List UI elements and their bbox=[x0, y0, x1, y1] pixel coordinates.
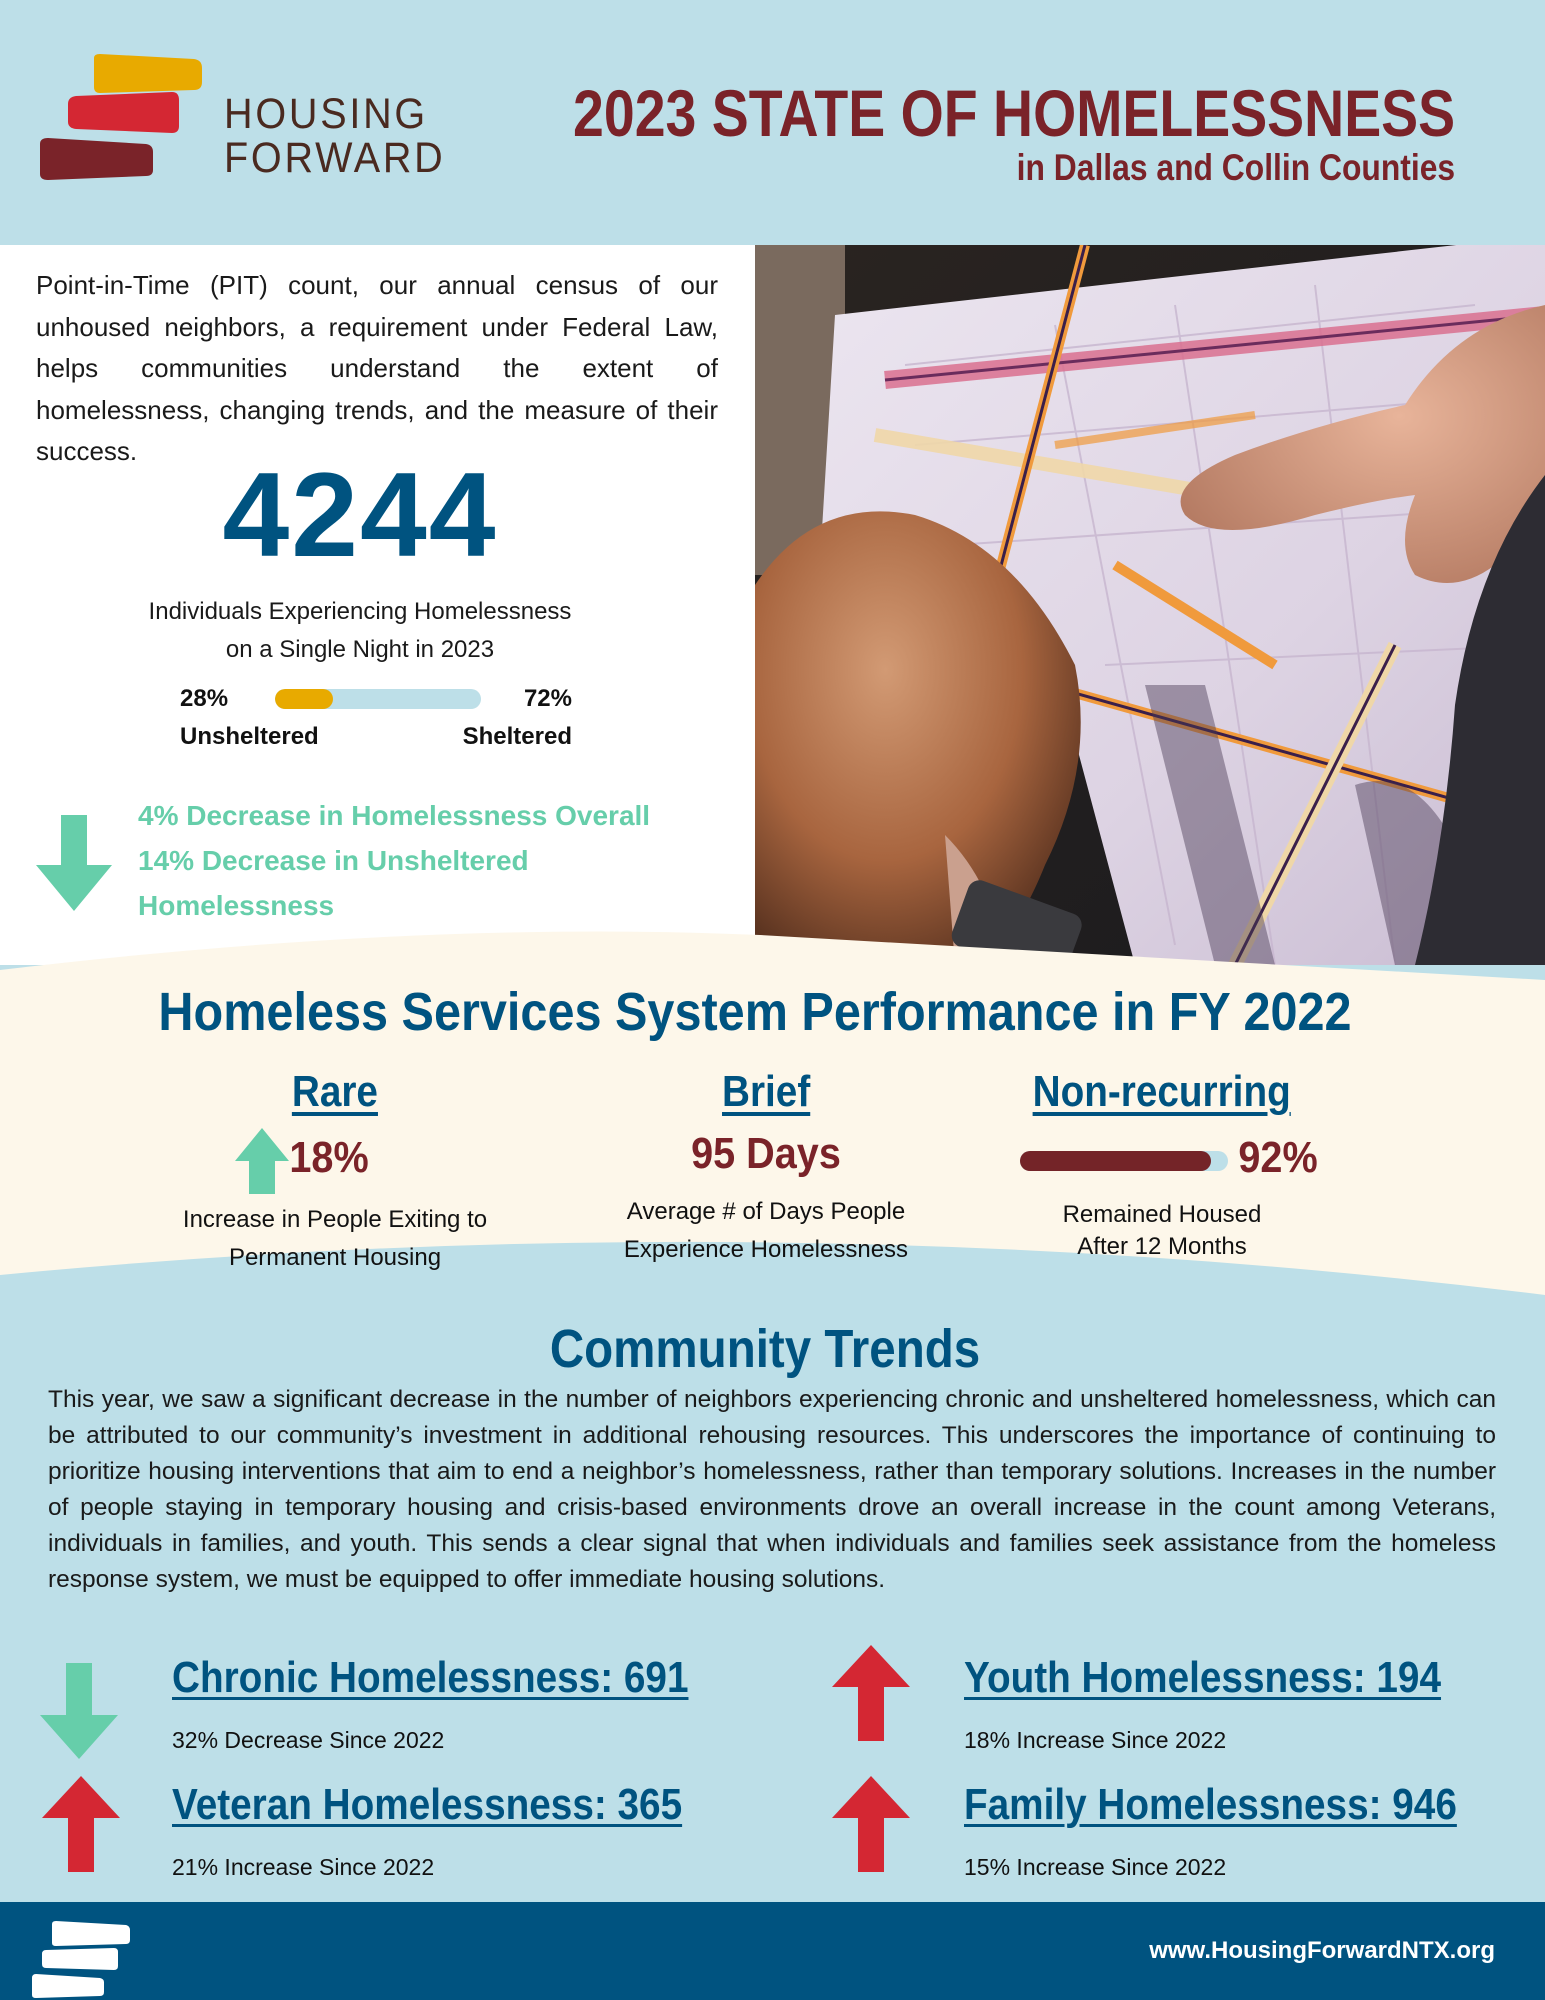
intro-text: Point-in-Time (PIT) count, our annual census of our unhoused neighbors, a requirement under Federal Law, helps communities understand the extent of homelessness, changing trends, and the measure of their success. bbox=[36, 270, 718, 466]
caption-line-1: Individuals Experiencing Homelessness bbox=[148, 598, 572, 625]
page-title: 2023 STATE OF HOMELESSNESS bbox=[572, 76, 1455, 150]
arrow-up-icon bbox=[830, 1774, 912, 1874]
decrease-line-1: 4% Decrease in Homelessness Overall bbox=[138, 800, 651, 831]
report-title bbox=[405, 76, 1455, 188]
brief-value: 95 Days bbox=[691, 1129, 841, 1178]
non-recurring-description bbox=[962, 1199, 1362, 1263]
non-recurring-progress-bar bbox=[1020, 1151, 1228, 1171]
caption-line-2: on a Single Night in 2023 bbox=[225, 636, 495, 663]
performance-title: Homeless Services System Performance in FY 2022 bbox=[158, 982, 1352, 1042]
sheltered-label: Sheltered bbox=[462, 723, 572, 750]
unsheltered-bar-fill bbox=[275, 689, 333, 709]
total-count-caption bbox=[0, 593, 720, 669]
community-trends-title: Community Trends bbox=[549, 1319, 981, 1379]
logo-bars-icon bbox=[30, 1920, 140, 2000]
unsheltered-label: Unsheltered bbox=[180, 723, 319, 750]
decrease-text bbox=[138, 793, 738, 928]
stat-family bbox=[830, 1780, 1530, 1900]
arrow-down-icon bbox=[38, 1661, 120, 1761]
rare-desc-line-2: Permanent Housing bbox=[228, 1244, 442, 1271]
map-photo-image bbox=[755, 245, 1545, 965]
chronic-title: Chronic Homelessness: 691 bbox=[172, 1653, 689, 1702]
website-link[interactable]: www.HousingForwardNTX.org bbox=[1149, 1937, 1495, 1964]
arrow-down-icon bbox=[34, 813, 114, 913]
stat-chronic bbox=[38, 1653, 738, 1773]
shelter-split bbox=[180, 685, 580, 765]
non-recurring-heading: Non-recurring bbox=[1032, 1067, 1292, 1116]
stat-youth bbox=[830, 1653, 1530, 1773]
page-subtitle: in Dallas and Collin Counties bbox=[1016, 147, 1455, 188]
shelter-split-bar bbox=[275, 689, 481, 709]
performance-rare bbox=[135, 1065, 535, 1277]
chronic-change: 32% Decrease Since 2022 bbox=[172, 1727, 445, 1753]
rare-desc-line-1: Increase in People Exiting to bbox=[182, 1206, 488, 1233]
arrow-up-icon bbox=[830, 1643, 912, 1743]
header bbox=[0, 0, 1545, 245]
performance-non-recurring bbox=[962, 1065, 1362, 1263]
brief-heading: Brief bbox=[721, 1067, 811, 1116]
youth-change: 18% Increase Since 2022 bbox=[964, 1727, 1227, 1753]
brief-desc-line-2: Experience Homelessness bbox=[623, 1236, 909, 1263]
brief-description bbox=[566, 1193, 966, 1269]
rare-description bbox=[135, 1201, 535, 1277]
performance-brief bbox=[566, 1065, 966, 1269]
decrease-summary bbox=[34, 793, 734, 933]
non-recurring-desc-line-2: After 12 Months bbox=[1077, 1233, 1247, 1260]
rare-heading: Rare bbox=[291, 1067, 379, 1116]
youth-title: Youth Homelessness: 194 bbox=[964, 1653, 1442, 1702]
unsheltered-percent: 28% bbox=[180, 685, 229, 712]
decrease-line-2: 14% Decrease in Unsheltered bbox=[138, 845, 529, 876]
logo-bars-icon bbox=[38, 52, 208, 182]
logo-line-1: HOUSING bbox=[224, 90, 428, 138]
non-recurring-desc-line-1: Remained Housed bbox=[1062, 1201, 1262, 1228]
intro-panel bbox=[0, 245, 755, 965]
rare-value-row bbox=[135, 1127, 535, 1189]
logo-line-2: FORWARD bbox=[224, 134, 446, 182]
non-recurring-progress-fill bbox=[1020, 1151, 1211, 1171]
family-title: Family Homelessness: 946 bbox=[964, 1780, 1457, 1829]
veteran-change: 21% Increase Since 2022 bbox=[172, 1854, 435, 1880]
sheltered-percent: 72% bbox=[523, 685, 572, 712]
family-change: 15% Increase Since 2022 bbox=[964, 1854, 1227, 1880]
rare-value: 18% bbox=[289, 1133, 369, 1182]
brief-desc-line-1: Average # of Days People bbox=[626, 1198, 906, 1225]
footer bbox=[0, 1902, 1545, 2000]
veteran-title: Veteran Homelessness: 365 bbox=[172, 1780, 683, 1829]
non-recurring-value: 92% bbox=[1238, 1133, 1318, 1182]
stat-veteran bbox=[38, 1780, 738, 1900]
arrow-up-icon bbox=[234, 1127, 290, 1195]
total-count: 4244 bbox=[222, 448, 498, 582]
map-photo bbox=[755, 245, 1545, 965]
arrow-up-icon bbox=[40, 1774, 122, 1874]
non-recurring-value-row bbox=[962, 1127, 1362, 1189]
housing-forward-logo bbox=[38, 52, 446, 182]
community-trends-text: This year, we saw a significant decrease in the number of neighbors experiencing chronic and unsheltered homelessness, which can be attributed to our community’s investment in additional rehousing resources. This underscores the importance of continuing to prioritize housing interventions that aim to end a neighbor’s homelessness, rather than temporary solutions. Increases in the number of people staying in temporary housing and crisis-based environments drove an overall increase in the count among Veterans, individuals in families, and youth. This sends a clear signal that when individuals and families seek assistance from the homeless response system, we must be equipped to offer immediate housing solutions. bbox=[48, 1386, 1496, 1593]
decrease-line-3: Homelessness bbox=[138, 890, 335, 921]
